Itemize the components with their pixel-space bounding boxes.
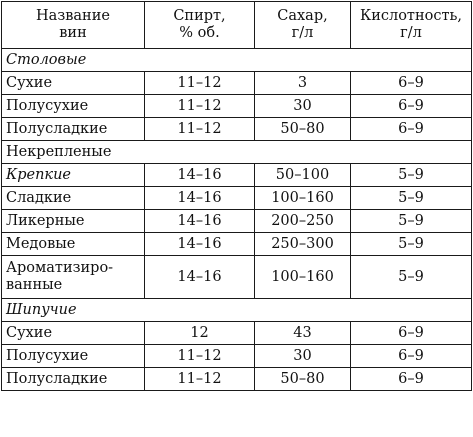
cell-acidity: 5–9 <box>351 210 472 233</box>
cell-acidity: 6–9 <box>351 118 472 141</box>
cell-wine-name: Сладкие <box>2 187 145 210</box>
header-row <box>2 2 472 49</box>
cell-acidity: 6–9 <box>351 95 472 118</box>
table-row <box>2 233 472 256</box>
wine-classification-table <box>1 1 472 391</box>
header-sugar-line-2: г/л <box>291 25 314 41</box>
section-row <box>2 299 472 322</box>
cell-alcohol: 11–12 <box>145 345 255 368</box>
header-wine-name <box>2 2 145 49</box>
cell-alcohol: 14–16 <box>145 233 255 256</box>
header-alcohol-line-2: % об. <box>179 25 220 41</box>
cell-alcohol: 11–12 <box>145 368 255 391</box>
cell-alcohol: 11–12 <box>145 118 255 141</box>
table-row <box>2 345 472 368</box>
section-row <box>2 49 472 72</box>
cell-wine-name: Крепкие <box>2 164 145 187</box>
section-label: Некрепленые <box>2 141 472 164</box>
section-label: Шипучие <box>2 299 472 322</box>
cell-acidity: 6–9 <box>351 368 472 391</box>
table-row <box>2 210 472 233</box>
section-label: Столовые <box>2 49 472 72</box>
cell-sugar: 100–160 <box>255 256 351 299</box>
cell-wine-name: Медовые <box>2 233 145 256</box>
header-acidity-line-2: г/л <box>400 25 422 41</box>
header-sugar-line-1: Сахар, <box>277 8 328 24</box>
cell-acidity: 6–9 <box>351 345 472 368</box>
header-alcohol <box>145 2 255 49</box>
cell-sugar: 100–160 <box>255 187 351 210</box>
cell-wine-name: Сухие <box>2 322 145 345</box>
section-row <box>2 141 472 164</box>
cell-sugar: 50–80 <box>255 368 351 391</box>
cell-alcohol: 14–16 <box>145 210 255 233</box>
cell-sugar: 200–250 <box>255 210 351 233</box>
header-acidity <box>351 2 472 49</box>
cell-wine-name: Сухие <box>2 72 145 95</box>
cell-acidity: 5–9 <box>351 164 472 187</box>
table-row <box>2 322 472 345</box>
cell-alcohol: 12 <box>145 322 255 345</box>
cell-alcohol: 14–16 <box>145 187 255 210</box>
cell-wine-name: Ликерные <box>2 210 145 233</box>
table-row <box>2 95 472 118</box>
cell-sugar: 50–100 <box>255 164 351 187</box>
cell-acidity: 5–9 <box>351 233 472 256</box>
table-row <box>2 368 472 391</box>
cell-sugar: 30 <box>255 345 351 368</box>
cell-sugar: 3 <box>255 72 351 95</box>
cell-acidity: 5–9 <box>351 187 472 210</box>
cell-alcohol: 14–16 <box>145 164 255 187</box>
header-wine-name-line-2: вин <box>59 25 87 41</box>
cell-wine-name: Полусухие <box>2 345 145 368</box>
header-wine-name-line-1: Название <box>36 8 110 24</box>
table-row <box>2 187 472 210</box>
cell-wine-name: Полусухие <box>2 95 145 118</box>
cell-alcohol: 14–16 <box>145 256 255 299</box>
header-acidity-line-1: Кислотность, <box>359 8 462 24</box>
cell-alcohol: 11–12 <box>145 72 255 95</box>
table-row <box>2 118 472 141</box>
header-sugar <box>255 2 351 49</box>
cell-acidity: 5–9 <box>351 256 472 299</box>
cell-sugar: 50–80 <box>255 118 351 141</box>
table-header <box>2 2 472 49</box>
cell-sugar: 250–300 <box>255 233 351 256</box>
cell-wine-name: Полусладкие <box>2 118 145 141</box>
cell-acidity: 6–9 <box>351 72 472 95</box>
cell-sugar: 43 <box>255 322 351 345</box>
table-row <box>2 72 472 95</box>
table-body <box>2 49 472 391</box>
cell-acidity: 6–9 <box>351 322 472 345</box>
header-alcohol-line-1: Спирт, <box>173 8 226 24</box>
table-row <box>2 256 472 299</box>
cell-sugar: 30 <box>255 95 351 118</box>
cell-alcohol: 11–12 <box>145 95 255 118</box>
cell-wine-name: Полусладкие <box>2 368 145 391</box>
cell-wine-name: Ароматизиро- ванные <box>2 256 145 299</box>
table-row <box>2 164 472 187</box>
